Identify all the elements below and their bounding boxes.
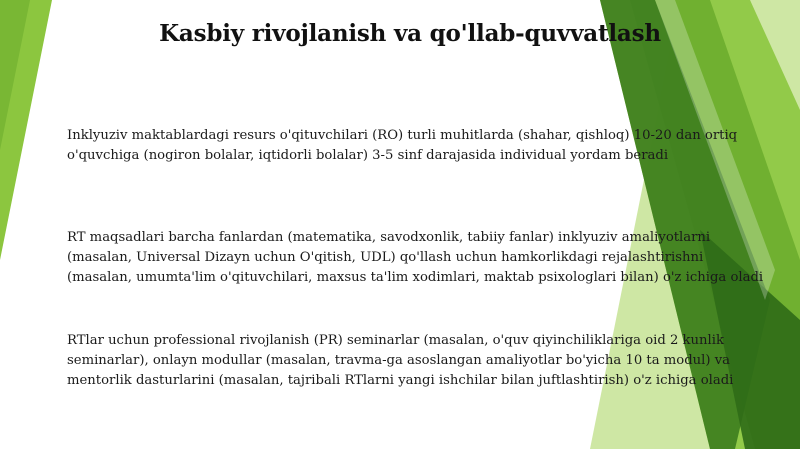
left-green-accent bbox=[0, 0, 60, 449]
body-paragraph-3: RTlar uchun professional rivojlanish (PR) seminarlar (masalan, o'quv qiyinchiliklariga oid 2 kunlik seminarlar), onlayn modullar (masalan, travma-ga asoslangan amaliyotlar bo'yicha 10 ta modul) va mentorlik dasturlarini (masalan, tajribali RTlarni yangi ishchilar bilan juftlashtirish) o'z ichiga oladi bbox=[67, 333, 734, 388]
slide-title: Kasbiy rivojlanish va qo'llab-quvvatlash bbox=[159, 20, 661, 47]
body-paragraph-2: RT maqsadlari barcha fanlardan (matematika, savodxonlik, tabiiy fanlar) inklyuziv amaliyotlarni (masalan, Universal Dizayn uchun O'qitish, UDL) qo'llash uchun hamkorlikdagi rejalashtirishni (masalan, umumta'lim o'qituvchilari, maxsus ta'lim xodimlari, maktab psixologlari bilan) o'z ichiga oladi bbox=[67, 230, 764, 285]
body-paragraph-1: Inklyuziv maktablardagi resurs o'qituvchilari (RO) turli muhitlarda (shahar, qishloq) 10-20 dan ortiq o'quvchiga (nogiron bolalar, iqtidorli bolalar) 3-5 sinf darajasida individual yordam beradi bbox=[67, 128, 738, 163]
